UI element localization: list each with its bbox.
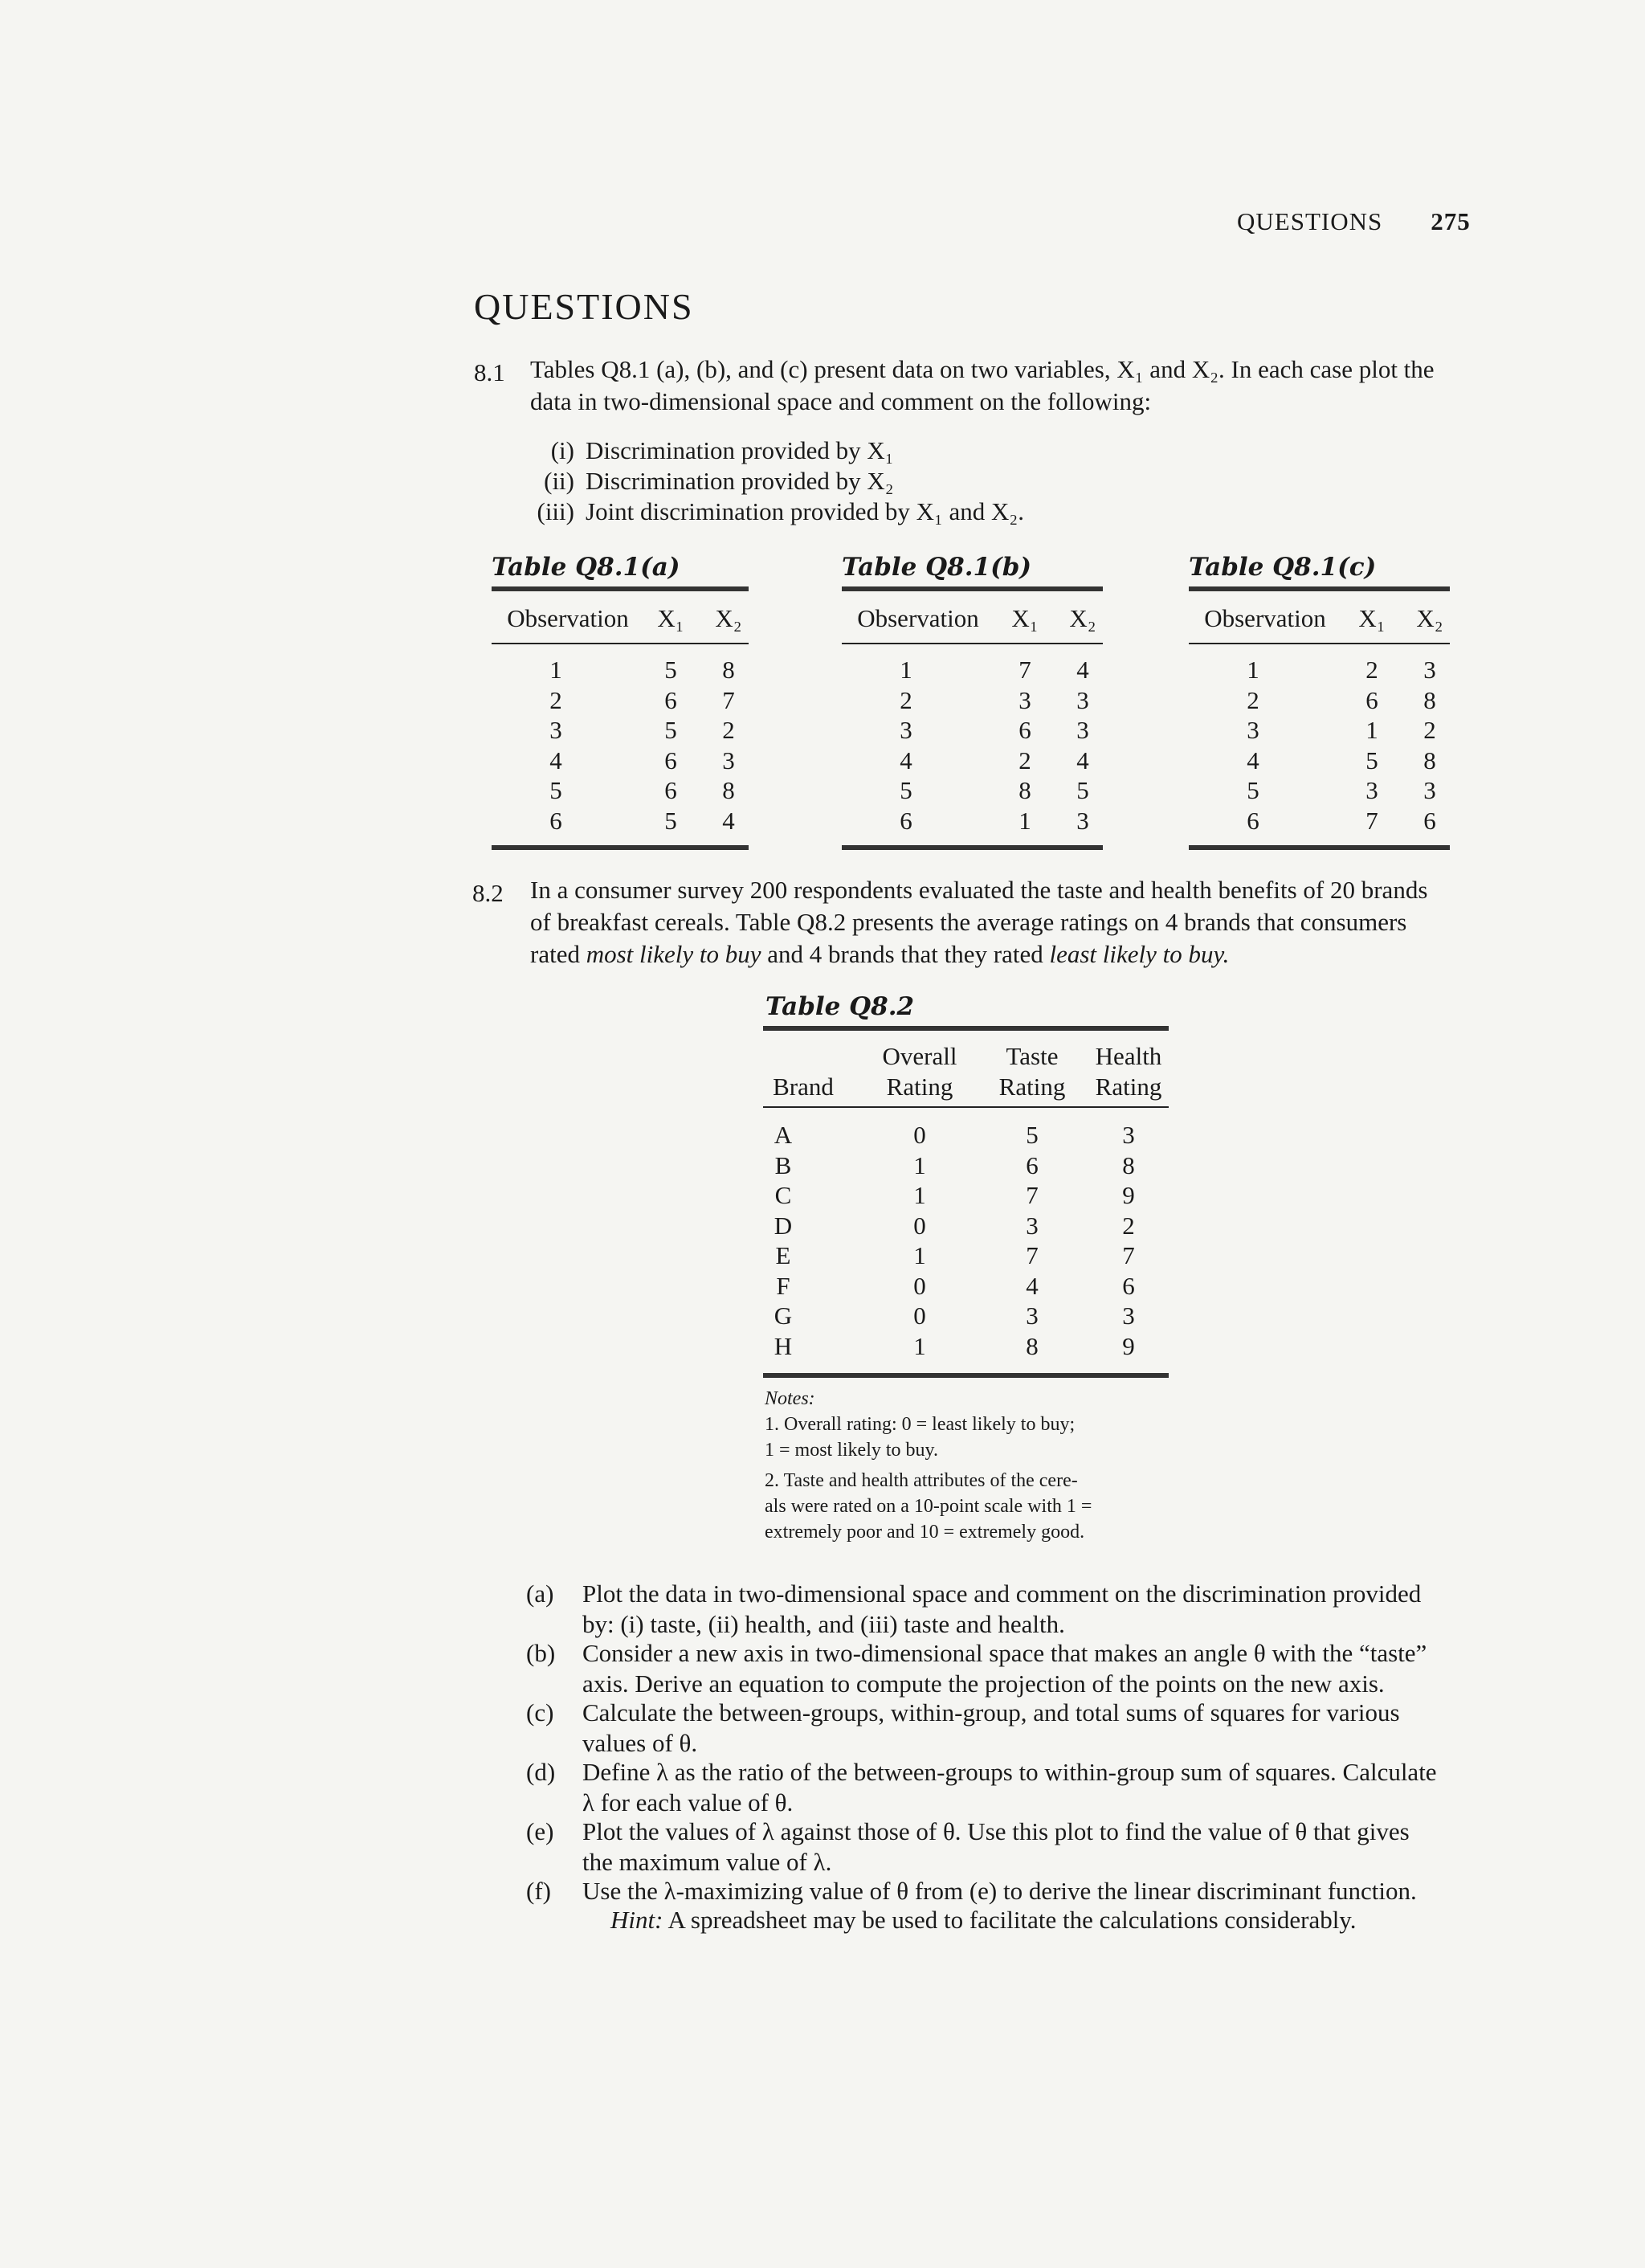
header-x1: X₁ [1358,604,1386,632]
table-cell: 1 [1247,656,1259,684]
section-title: QUESTIONS [474,286,694,327]
table-cell: 7 [722,685,735,714]
table-cell: 5 [1365,746,1378,774]
table-cell: 3 [1076,806,1089,835]
subpart-line1: Define λ as the ratio of the between-groups to within-group sum of squares. Calculate [582,1758,1437,1786]
table-q8-1-c [1189,586,1450,852]
subpart-b [526,1638,1538,1699]
table-cell: 2 [722,716,735,744]
table-cell: H [774,1331,793,1360]
question-8-2-line3: rated most likely to buy and 4 brands that they rated least likely to buy. [530,940,1230,968]
table-rule-bottom [492,845,749,850]
table-cell: 3 [1026,1302,1039,1330]
note-1-line1: 1. Overall rating: 0 = least likely to buy; [765,1414,1076,1435]
note-1-line2: 1 = most likely to buy. [765,1440,938,1461]
header-top-1: Overall [882,1042,957,1070]
table-cell: 6 [664,685,677,714]
question-8-1-items [514,435,1024,527]
table-cell: 1 [913,1241,926,1269]
table-cell: F [776,1271,790,1300]
header-top-2: Taste [1006,1042,1059,1070]
table-rule-bottom [1189,845,1450,850]
table-cell: 0 [913,1302,926,1330]
table-cell: 4 [1026,1271,1039,1300]
header-bottom-0: Brand [773,1073,834,1101]
header-bottom-2: Rating [998,1073,1066,1101]
table-cell: 3 [1423,656,1436,684]
table-cell: E [775,1241,791,1269]
table-rule-header [763,1106,1169,1108]
header-bottom-1: Rating [886,1073,953,1101]
table-cell: 1 [913,1150,926,1179]
table-cell: 6 [1018,716,1031,744]
table-cell: 0 [913,1211,926,1240]
table-q8-1-b [842,586,1103,852]
table-cell: 8 [1423,685,1436,714]
subpart-line2: by: (i) taste, (ii) health, and (iii) taste and health. [582,1610,1065,1638]
table-cell: 1 [913,1181,926,1209]
table-cell: 6 [1026,1150,1039,1179]
table-cell: C [774,1181,792,1209]
list-item: (ii) Discrimination provided by X₂ [544,467,894,495]
table-cell: 8 [1122,1150,1135,1179]
table-cell: 3 [1122,1121,1135,1149]
list-item: (i) Discrimination provided by X₁ [550,436,894,464]
table-cell: 2 [900,685,912,714]
table-cell: D [774,1211,793,1240]
table-cell: 8 [1423,746,1436,774]
list-item: (iii) Joint discrimination provided by X₁ and X₂. [537,497,1024,525]
table-cell: 5 [1026,1121,1039,1149]
table-cell: 3 [549,716,562,744]
table-cell: 2 [549,685,562,714]
table-rule-header [1189,643,1450,644]
question-8-2-number: 8.2 [472,879,504,907]
table-cell: 1 [1365,716,1378,744]
table-cell: 8 [1026,1331,1039,1360]
table-cell: 8 [722,776,735,804]
table-cell: 4 [1076,656,1089,684]
question-8-2-line2: of breakfast cereals. Table Q8.2 presents the average ratings on 4 brands that consumers [530,908,1407,936]
page-number: 275 [1431,207,1471,235]
table-cell: 6 [664,776,677,804]
table-cell: 4 [549,746,562,774]
question-8-1-line1: Tables Q8.1 (a), (b), and (c) present data on two variables, X₁ and X₂. In each case plot the [530,355,1435,383]
table-cell: 8 [1018,776,1031,804]
table-rule-top [763,1026,1169,1031]
subpart-label: (d) [526,1758,556,1786]
table-cell: 6 [1423,806,1436,835]
subpart-line1: Plot the data in two-dimensional space and comment on the discrimination provided [582,1579,1422,1608]
table-cell: 5 [549,776,562,804]
header-x2: X₂ [1069,604,1096,632]
table-q8-1-a-title: Table Q8.1(a) [492,553,680,582]
table-cell: B [774,1150,792,1179]
header-x1: X₁ [657,604,684,632]
note-2-line2: als were rated on a 10-point scale with 1 = [765,1496,1092,1517]
header-x2: X₂ [1416,604,1443,632]
running-header [1237,207,1471,236]
subpart-label: (b) [526,1639,556,1667]
table-cell: 2 [1247,685,1259,714]
subpart-line2: the maximum value of λ. [582,1848,832,1876]
table-cell: 5 [1076,776,1089,804]
subpart-label: (a) [526,1579,554,1608]
table-cell: 5 [664,716,677,744]
running-title: QUESTIONS [1237,207,1383,235]
table-cell: 0 [913,1121,926,1149]
note-2-line1: 2. Taste and health attributes of the cere- [765,1470,1078,1491]
table-q8-2 [763,1026,1169,1387]
table-cell: 6 [1365,685,1378,714]
table-cell: 8 [722,656,735,684]
header-observation: Observation [857,604,979,632]
table-cell: 5 [900,776,912,804]
table-cell: 6 [900,806,912,835]
table-cell: 3 [1076,716,1089,744]
question-8-2-line1: In a consumer survey 200 respondents evaluated the taste and health benefits of 20 brands [530,876,1428,904]
table-cell: 2 [1423,716,1436,744]
table-cell: 6 [1122,1271,1135,1300]
subpart-label: (f) [526,1877,551,1905]
table-cell: 3 [1423,776,1436,804]
table-cell: 7 [1365,806,1378,835]
note-2-line3: extremely poor and 10 = extremely good. [765,1522,1085,1543]
table-cell: A [774,1121,793,1149]
table-cell: 3 [722,746,735,774]
table-q8-2-title: Table Q8.2 [765,992,915,1021]
table-cell: 6 [549,806,562,835]
table-rule-bottom [842,845,1103,850]
table-cell: 3 [1247,716,1259,744]
table-cell: 6 [664,746,677,774]
table-cell: 5 [664,656,677,684]
header-bottom-3: Rating [1095,1073,1162,1101]
header-top-3: Health [1095,1042,1162,1070]
subpart-line1: Consider a new axis in two-dimensional space that makes an angle θ with the “taste” [582,1639,1427,1667]
table-cell: 4 [900,746,912,774]
table-cell: 3 [1365,776,1378,804]
question-8-1-line2: data in two-dimensional space and comment on the following: [530,387,1152,415]
subpart-label: (e) [526,1817,554,1845]
table-cell: 4 [1076,746,1089,774]
table-cell: 7 [1026,1181,1039,1209]
table-cell: 4 [1247,746,1259,774]
subpart-c [526,1698,1538,1759]
header-x1: X₁ [1011,604,1039,632]
table-cell: 2 [1365,656,1378,684]
table-cell: 9 [1122,1331,1135,1360]
subpart-line1: Plot the values of λ against those of θ. Use this plot to find the value of θ that gives [582,1817,1410,1845]
table-cell: 3 [900,716,912,744]
table-rule-header [492,643,749,644]
table-cell: 3 [1076,685,1089,714]
header-x2: X₂ [715,604,742,632]
header-observation: Observation [1204,604,1326,632]
table-cell: 3 [1018,685,1031,714]
question-8-1-number: 8.1 [474,358,505,386]
table-cell: 1 [913,1331,926,1360]
table-rule-top [1189,586,1450,591]
table-cell: G [774,1302,793,1330]
table-q8-1-c-title: Table Q8.1(c) [1189,553,1377,582]
table-cell: 9 [1122,1181,1135,1209]
subpart-label: (c) [526,1698,554,1727]
subpart-e [526,1816,1538,1878]
subpart-line1: Calculate the between-groups, within-group, and total sums of squares for various [582,1698,1400,1727]
table-q8-2-notes [765,1386,1182,1545]
table-cell: 1 [549,656,562,684]
table-cell: 1 [1018,806,1031,835]
table-cell: 5 [664,806,677,835]
table-cell: 3 [1122,1302,1135,1330]
table-cell: 5 [1247,776,1259,804]
table-cell: 2 [1018,746,1031,774]
table-cell: 7 [1122,1241,1135,1269]
table-cell: 0 [913,1271,926,1300]
subpart-line1: Use the λ-maximizing value of θ from (e) to derive the linear discriminant function. [582,1877,1417,1905]
table-rule-top [842,586,1103,591]
subpart-d [526,1757,1538,1818]
notes-title: Notes: [765,1388,815,1409]
table-rule-top [492,586,749,591]
table-cell: 7 [1026,1241,1039,1269]
subpart-a [526,1579,1538,1640]
header-observation: Observation [507,604,629,632]
table-cell: 3 [1026,1211,1039,1240]
table-rule-bottom [763,1373,1169,1378]
table-q8-1-b-title: Table Q8.1(b) [842,553,1032,582]
table-cell: 2 [1122,1211,1135,1240]
subpart-line2: axis. Derive an equation to compute the projection of the points on the new axis. [582,1669,1385,1698]
table-q8-1-a [492,586,749,852]
table-cell: 7 [1018,656,1031,684]
subpart-line2: values of θ. [582,1729,698,1757]
table-cell: 6 [1247,806,1259,835]
table-cell: 4 [722,806,735,835]
subpart-line2: λ for each value of θ. [582,1788,794,1816]
table-rule-header [842,643,1103,644]
table-cell: 1 [900,656,912,684]
hint-line: Hint: A spreadsheet may be used to facilitate the calculations considerably. [610,1906,1357,1934]
